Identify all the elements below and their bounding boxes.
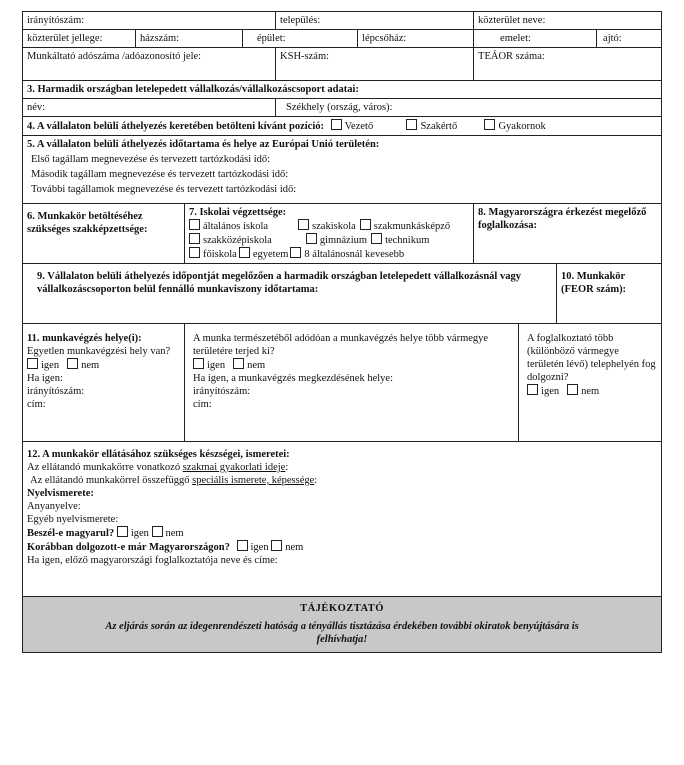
multi-county-no-label: nem <box>247 360 266 371</box>
company-name-field[interactable] <box>23 99 276 117</box>
section4-row <box>23 117 662 136</box>
primary-school-checkbox[interactable] <box>189 219 200 230</box>
section11-col3 <box>519 324 662 442</box>
section5-title: 5. A vállalaton belüli áthelyezés időtartama és helye az Európai Unió területén: <box>27 139 380 150</box>
public-area-name-label: közterület neve: <box>478 15 546 26</box>
public-area-type-field[interactable] <box>23 30 136 48</box>
special-skills-field[interactable] <box>27 474 657 487</box>
teaor-field[interactable] <box>474 48 662 81</box>
postal-code-label: irányítószám: <box>27 15 85 26</box>
speaks-hungarian-no-label: nem <box>165 528 184 539</box>
section7-title: 7. Iskolai végzettsége: <box>189 207 287 218</box>
section8-cell[interactable] <box>474 204 662 264</box>
skilled-worker-school-checkbox[interactable] <box>360 219 371 230</box>
practical-experience-colon: : <box>285 462 289 473</box>
worked-in-hungary-yes-checkbox[interactable] <box>237 540 248 551</box>
section12-block <box>23 442 662 597</box>
info-box <box>23 597 662 653</box>
university-label: egyetem <box>252 249 289 260</box>
staircase-field[interactable] <box>358 30 474 48</box>
section9-cell[interactable] <box>23 264 557 324</box>
vocational-school-label: szakiskola <box>312 221 356 232</box>
technical-school-checkbox[interactable] <box>371 233 382 244</box>
ksh-field[interactable] <box>276 48 474 81</box>
multi-county-question: A munka természetéből adódóan a munkavégzés helye több vármegye területére terjed ki? <box>193 333 489 357</box>
section5-block <box>23 136 662 204</box>
multiple-sites-question: A foglalkoztató több (különböző vármegye területén lévő) telephelyén fog dolgozni? <box>527 333 656 383</box>
second-member-state-field[interactable]: Második tagállam megnevezése és tervezett tartózkodási idő: <box>31 169 289 180</box>
section6-title: 6. Munkakör betöltéséhez szükséges szakképzettsége: <box>27 211 148 235</box>
single-workplace-yes-checkbox[interactable] <box>27 358 38 369</box>
start-location-label: Ha igen, a munkavégzés megkezdésének helye: <box>193 373 393 384</box>
less-than-8-grades-checkbox[interactable] <box>290 247 301 258</box>
public-area-name-field[interactable] <box>474 12 662 30</box>
worked-in-hungary-yes-label: igen <box>250 542 269 553</box>
floor-field[interactable] <box>474 30 597 48</box>
speaks-hungarian-question: Beszél-e magyarul? <box>27 528 115 539</box>
section8-title: 8. Magyarországra érkezést megelőző foglalkozása: <box>478 207 647 231</box>
language-title: Nyelvismerete: <box>27 488 94 499</box>
house-number-field[interactable] <box>136 30 243 48</box>
settlement-label: település: <box>280 15 321 26</box>
multi-county-no-checkbox[interactable] <box>233 358 244 369</box>
multi-county-yes-checkbox[interactable] <box>193 358 204 369</box>
section11-title: 11. munkavégzés helye(i): <box>27 333 142 344</box>
section10-cell[interactable] <box>557 264 662 324</box>
start-postal-code-field[interactable]: irányítószám: <box>193 386 251 397</box>
multi-county-yes-label: igen <box>207 360 226 371</box>
section3-title: 3. Harmadik országban letelepedett vállalkozás/vállalkozáscsoport adatai: <box>23 81 662 99</box>
postal-code-field[interactable] <box>23 12 276 30</box>
vocational-secondary-checkbox[interactable] <box>189 233 200 244</box>
university-checkbox[interactable] <box>239 247 250 258</box>
worked-in-hungary-no-label: nem <box>285 542 304 553</box>
section9-title: 9. Vállalaton belüli áthelyezés időpontját megelőzően a harmadik országban letelepedett vállalkozásnál vagy vállalkozáscsoporton belül fennálló munkaviszony időtartama: <box>37 271 521 295</box>
vocational-secondary-label: szakközépiskola <box>203 235 272 246</box>
application-form <box>22 11 661 653</box>
previous-employer-field[interactable]: Ha igen, előző magyarországi foglalkoztatója neve és címe: <box>27 555 278 566</box>
college-checkbox[interactable] <box>189 247 200 258</box>
other-languages-field[interactable]: Egyéb nyelvismerete: <box>27 514 119 525</box>
public-area-type-label: közterület jellege: <box>27 33 103 44</box>
grammar-school-checkbox[interactable] <box>306 233 317 244</box>
special-skills-underlined: speciális ismerete, képessége <box>192 475 315 486</box>
other-member-states-field[interactable]: További tagállamok megnevezése és tervezett tartózkodási idő: <box>31 184 297 195</box>
practical-experience-field[interactable] <box>27 461 657 474</box>
less-than-8-grades-label: 8 általánosnál kevesebb <box>304 249 405 260</box>
multiple-sites-yes-checkbox[interactable] <box>527 384 538 395</box>
multiple-sites-no-checkbox[interactable] <box>567 384 578 395</box>
section10-title: 10. Munkakör (FEOR szám): <box>561 271 627 295</box>
start-address-field[interactable]: cím: <box>193 399 212 410</box>
special-skills-text: Az ellátandó munkakörrel összefüggő <box>30 475 193 486</box>
teaor-label: TEÁOR száma: <box>478 51 545 62</box>
section12-title: 12. A munkakör ellátásához szükséges készségei, ismeretei: <box>27 449 290 460</box>
door-field[interactable] <box>597 30 662 48</box>
speaks-hungarian-no-checkbox[interactable] <box>152 526 163 537</box>
multiple-sites-no-label: nem <box>581 386 600 397</box>
workplace-postal-code-field[interactable]: irányítószám: <box>27 386 85 397</box>
section6-cell[interactable] <box>23 204 185 264</box>
speaks-hungarian-yes-checkbox[interactable] <box>117 526 128 537</box>
door-label: ajtó: <box>603 33 622 44</box>
vocational-school-checkbox[interactable] <box>298 219 309 230</box>
single-workplace-no-label: nem <box>81 360 100 371</box>
speaks-hungarian-yes-label: igen <box>130 528 149 539</box>
expert-checkbox[interactable] <box>406 119 417 130</box>
worked-in-hungary-question: Korábban dolgozott-e már Magyarországon? <box>27 542 230 553</box>
section4-title: 4. A vállalaton belüli áthelyezés keretében betölteni kívánt pozíció: <box>27 121 324 132</box>
multiple-sites-yes-label: igen <box>541 386 560 397</box>
form-table <box>22 11 662 653</box>
technical-school-label: technikum <box>385 235 430 246</box>
company-name-label: név: <box>27 102 46 113</box>
leader-checkbox[interactable] <box>331 119 342 130</box>
employer-tax-field[interactable] <box>23 48 276 81</box>
info-title: TÁJÉKOZTATÓ <box>23 597 661 618</box>
company-seat-label: Székhely (ország, város): <box>286 102 393 113</box>
settlement-field[interactable] <box>276 12 474 30</box>
practical-experience-underlined: szakmai gyakorlati ideje <box>182 462 286 473</box>
staircase-label: lépcsőház: <box>362 33 407 44</box>
special-skills-colon: : <box>314 475 318 486</box>
building-label: épület: <box>257 33 286 44</box>
trainee-label: Gyakornok <box>498 121 546 132</box>
single-workplace-no-checkbox[interactable] <box>67 358 78 369</box>
section11-col1 <box>23 324 185 442</box>
single-workplace-question: Egyetlen munkavégzési hely van? <box>27 346 171 357</box>
skilled-worker-school-label: szakmunkásképző <box>373 221 451 232</box>
employer-tax-label: Munkáltató adószáma /adóazonosító jele: <box>27 51 202 62</box>
info-text: Az eljárás során az idegenrendészeti hatóság a tényállás tisztázása érdekében további okiratok benyújtására is felhívhatja! <box>23 618 661 652</box>
leader-label: Vezető <box>344 121 374 132</box>
company-seat-field[interactable] <box>276 99 662 117</box>
practical-experience-text: Az ellátandó munkakörre vonatkozó <box>27 462 183 473</box>
worked-in-hungary-no-checkbox[interactable] <box>271 540 282 551</box>
grammar-school-label: gimnázium <box>319 235 368 246</box>
mother-tongue-field[interactable]: Anyanyelve: <box>27 501 81 512</box>
expert-label: Szakértő <box>420 121 458 132</box>
workplace-address-field[interactable]: cím: <box>27 399 46 410</box>
first-member-state-field[interactable]: Első tagállam megnevezése és tervezett tartózkodási idő: <box>31 154 271 165</box>
ksh-label: KSH-szám: <box>280 51 330 62</box>
if-yes-label: Ha igen: <box>27 373 63 384</box>
section11-col2 <box>185 324 519 442</box>
house-number-label: házszám: <box>140 33 180 44</box>
section7-cell <box>185 204 474 264</box>
single-workplace-yes-label: igen <box>41 360 60 371</box>
primary-school-label: általános iskola <box>203 221 269 232</box>
trainee-checkbox[interactable] <box>484 119 495 130</box>
floor-label: emelet: <box>500 33 531 44</box>
college-label: főiskola <box>203 249 237 260</box>
building-field[interactable] <box>243 30 358 48</box>
